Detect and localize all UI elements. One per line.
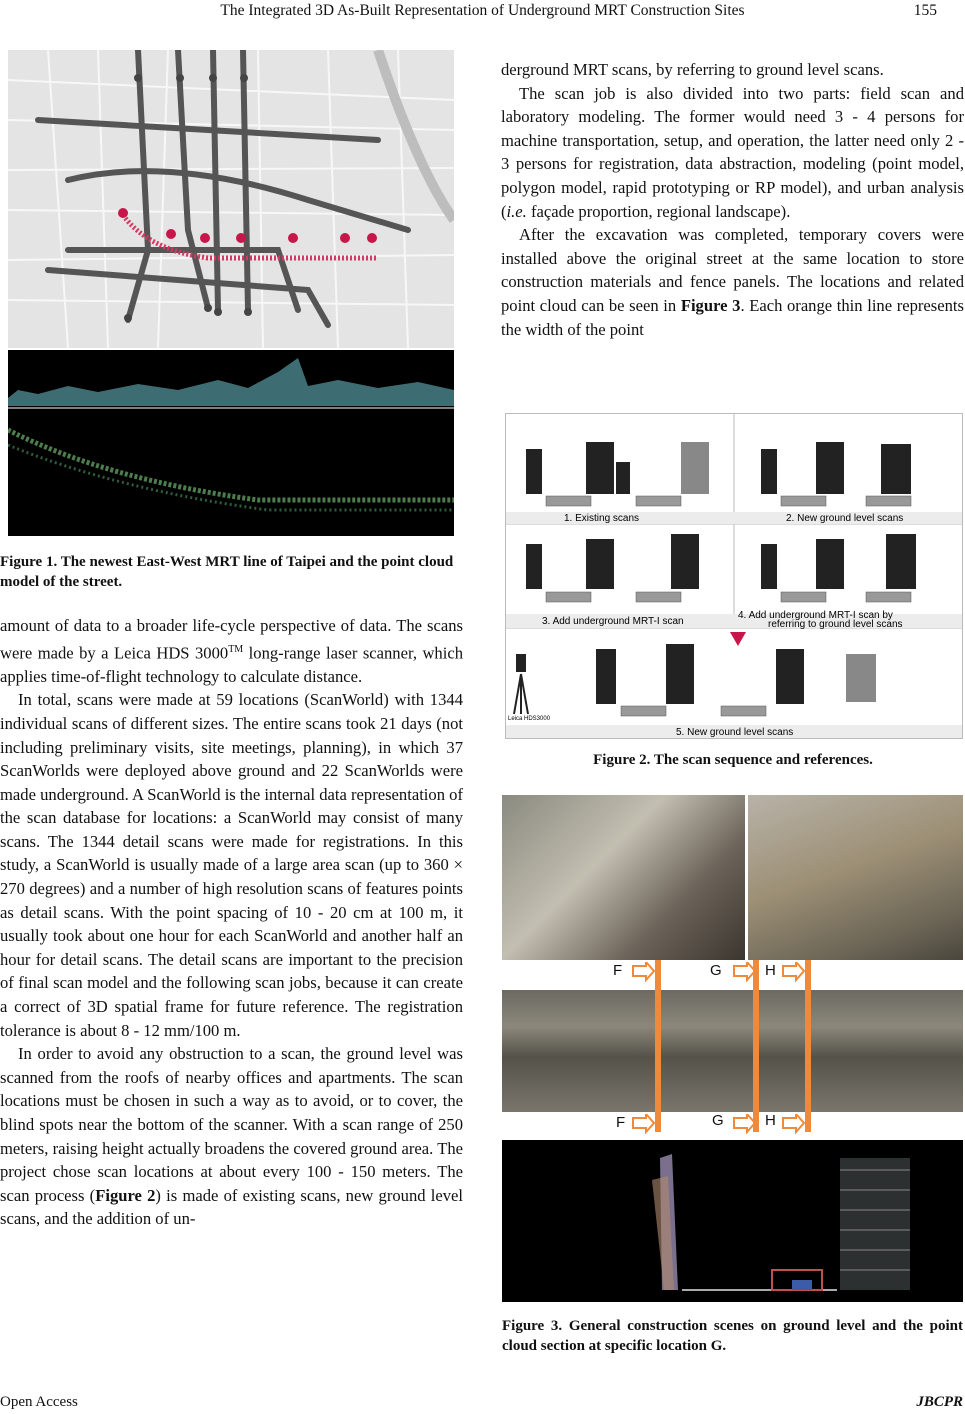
right-paragraph-3: After the excavation was completed, temporary covers were installed above the original street at the same location to store construction materials and fence panels. The locations and related point cloud can be seen in Figure 3. Each orange thin line represents the width of the point: [501, 225, 964, 339]
section-graphic: [502, 1140, 963, 1302]
orange-line-h-top: [805, 960, 811, 990]
orange-line-g-top: [753, 960, 759, 990]
right-column: [501, 58, 964, 341]
page-number: 155: [913, 2, 937, 19]
panel5-label: 5. New ground level scans: [676, 727, 794, 738]
scanner-label: Leica HDS3000: [508, 716, 551, 722]
figure3-photo-left: [502, 795, 745, 960]
figure1-map: [8, 50, 454, 348]
bottom-arrows: [628, 1114, 828, 1134]
left-paragraph-2: In total, scans were made at 59 locations (ScanWorld) with 1344 individual scans of different sizes. The entire scans took 21 days (not including preliminary visits, site meetings, planning), in which 37 ScanWorlds were deployed above ground and 22 ScanWorlds were made underground. A ScanWorld is the internal data representation of the scan database for locations: a ScanWorld may consist of many scans. The 1344 detail scans were made for registrations. In this study, a ScanWorld is usually made of a large area scan (up to 360 × 270 degrees) and a number of high resolution scans of features points as detail scans. With the point spacing of 10 - 20 cm at 100 m, it usually took about one hour for each ScanWorld and another half an hour for detail scans. The detail scans are important to the precision of final scan model and the following scan jobs, because it can create a correct of 3D spatial frame for future reference. The registration tolerance is about 8 - 12 mm/100 m.: [0, 690, 463, 1040]
figure3-point-cloud-section: [502, 1140, 963, 1302]
right-paragraph-2: The scan job is also divided into two parts: field scan and laboratory modeling. The former would need 3 - 4 persons for machine transportation, setup, and operation, the latter need only 2 - 3 persons for registration, data abstraction, modeling (point model, polygon model, rapid prototyping or RP model), and urban analysis (i.e. façade proportion, regional landscape).: [501, 83, 964, 221]
figure1-point-cloud: [8, 350, 454, 536]
panel2-label: 2. New ground level scans: [786, 513, 904, 524]
marker-f-bottom: F: [616, 1114, 626, 1131]
figure1-caption: Figure 1. The newest East-West MRT line of Taipei and the point cloud model of the street.: [0, 554, 454, 590]
figure3-photo-right: [748, 795, 963, 960]
left-column: [0, 614, 463, 1231]
right-paragraph-1: derground MRT scans, by referring to ground level scans.: [501, 60, 884, 79]
marker-f-top: F: [613, 962, 623, 979]
map-graphic: [8, 50, 454, 348]
figure2-diagram: [505, 413, 963, 739]
point-cloud-graphic: [8, 350, 454, 536]
scan-sequence-graphic: [506, 414, 962, 738]
left-paragraph-3: In order to avoid any obstruction to a scan, the ground level was scanned from the roofs of nearby offices and apartments. The scan locations must be chosen in such a way as to avoid, or to cover, the blind spots near the bottom of the scanner. With a scan range of 250 meters, raising height actually broadens the covered ground area. The project chose scan locations at about every 100 - 150 meters. The scan process (Figure 2) is made of existing scans, new ground level scans, and the addition of un-: [0, 1044, 463, 1229]
marker-g-bottom: G: [712, 1112, 724, 1129]
marker-g-top: G: [710, 962, 722, 979]
orange-line-h: [805, 990, 811, 1112]
panel4-label-line1: 4. Add underground MRT-I scan by: [738, 610, 893, 621]
footer-open-access: Open Access: [0, 1394, 78, 1410]
figure3-aerial: [502, 990, 963, 1112]
panel3-label: 3. Add underground MRT-I scan: [542, 616, 684, 627]
orange-line-f: [655, 990, 661, 1112]
panel4-label-line2: referring to ground level scans: [768, 619, 903, 630]
footer-journal: JBCPR: [916, 1394, 963, 1410]
marker-h-bottom: H: [765, 1112, 776, 1129]
running-title: The Integrated 3D As-Built Representation of Underground MRT Construction Sites: [220, 2, 745, 19]
panel1-label: 1. Existing scans: [564, 513, 640, 524]
running-header: [0, 0, 965, 24]
figure2-caption: Figure 2. The scan sequence and references.: [593, 752, 873, 768]
left-paragraph-1: amount of data to a broader life-cycle perspective of data. The scans were made by a Leica HDS 3000™ long-range laser scanner, which applies time-of-flight technology to calculate distance.: [0, 616, 464, 686]
figure3-caption: Figure 3. General construction scenes on ground level and the point cloud section at specific location G.: [502, 1318, 963, 1354]
orange-line-f-top: [655, 960, 661, 990]
marker-h-top: H: [765, 962, 776, 979]
orange-line-g: [753, 990, 759, 1112]
